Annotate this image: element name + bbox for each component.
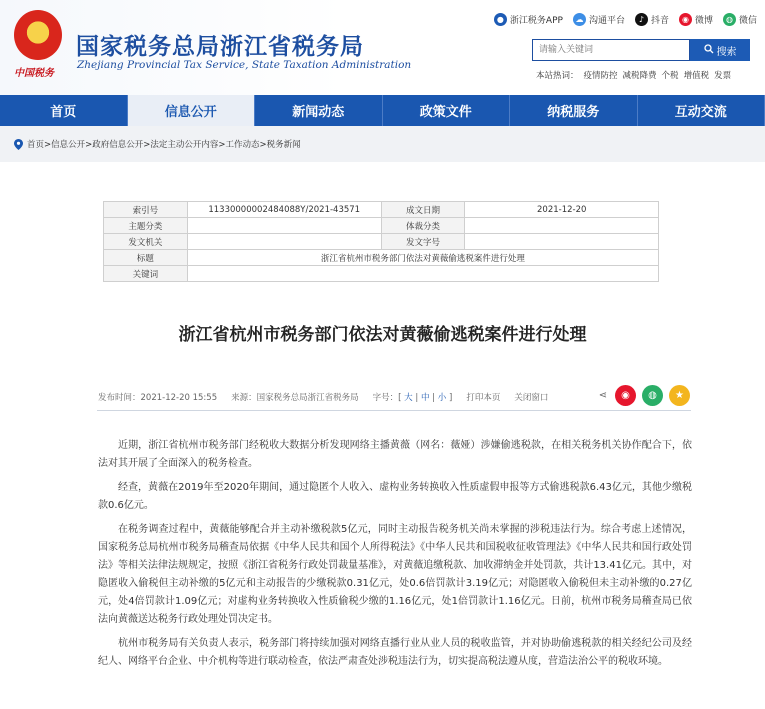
article-meta	[98, 383, 690, 411]
social-link-platform[interactable]	[573, 13, 625, 26]
font-size-small-link[interactable]: 小	[437, 393, 447, 403]
breadcrumb[interactable]: 首页>信息公开>政府信息公开>法定主动公开内容>工作动态>税务新闻	[27, 140, 301, 150]
hot-word-link[interactable]: 疫情防控	[583, 71, 618, 81]
share-icon: ⋖	[598, 390, 607, 401]
info-value	[187, 234, 381, 250]
info-value	[465, 234, 659, 250]
article-title: 浙江省杭州市税务部门依法对黄薇偷逃税案件进行处理	[178, 325, 587, 345]
close-window-link[interactable]: 关闭窗口	[514, 393, 549, 403]
meta-divider	[97, 410, 691, 411]
search-button-label: 搜索	[716, 46, 737, 58]
social-label: 微信	[738, 16, 757, 26]
info-value	[187, 266, 658, 282]
breadcrumb-bar	[0, 126, 765, 162]
hot-word-link[interactable]: 发票	[714, 71, 732, 81]
nav-item-tax-service[interactable]: 纳税服务	[510, 95, 638, 126]
main-nav	[0, 95, 765, 126]
search-input[interactable]	[532, 39, 690, 61]
info-value: 浙江省杭州市税务部门依法对黄薇偷逃税案件进行处理	[187, 250, 658, 266]
site-title[interactable]: 国家税务总局浙江省税务局	[76, 34, 364, 60]
article-paragraph: 杭州市税务局有关负责人表示，税务部门将持续加强对网络直播行业从业人员的税收监管，并对协助偷逃税款的相关经纪公司及经纪人、网络平台企业、中介机构等进行联动检查，依法严肃查处涉税违法行为，切实提高税法遵从度，营造法治公平的税收环境。	[98, 638, 692, 667]
wechat-share-icon[interactable]: ◍	[642, 385, 663, 406]
article-paragraph: 经查，黄薇在2019年至2020年期间，通过隐匿个人收入、虚构业务转换收入性质虚假申报等方式偷逃税款6.43亿元，其他少缴税款0.6亿元。	[98, 482, 692, 511]
nav-item-home[interactable]: 首页	[0, 95, 128, 126]
hot-word-link[interactable]: 个税	[661, 71, 679, 81]
article-paragraph: 近期，浙江省杭州市税务部门经税收大数据分析发现网络主播黄薇（网名：薇娅）涉嫌偷逃税款，在相关税务机关协作配合下，依法对其开展了全面深入的税务检查。	[98, 440, 692, 469]
social-label: 微博	[694, 16, 713, 26]
article-paragraph: 在税务调查过程中，黄薇能够配合并主动补缴税款5亿元，同时主动报告税务机关尚未掌握的涉税违法行为。综合考虑上述情况，国家税务总局杭州市税务局稽查局依据《中华人民共和国个人所得税法》《中华人民共和国税收征收管理法》《中华人民共和国行政处罚法》等相关法律法规规定，按照《浙江省税务行政处罚裁量基准》，对黄薇追缴税款、加收滞纳金并处罚款，共计13.41亿元。其中，对隐匿收入偷税但主动补缴的5亿元和主动报告的少缴税款0.31亿元，处0.6倍罚款计3.19亿元；对隐匿收入偷税但未主动补缴的0.27亿元，处4倍罚款计1.09亿元；对虚构业务转换收入性质偷税少缴的1.16亿元，处1倍罚款计1.16亿元。日前，杭州市税务局稽查局已依法向黄薇送达税务行政处理处罚决定书。	[98, 524, 692, 625]
nav-item-policy[interactable]: 政策文件	[383, 95, 511, 126]
info-label: 成文日期	[381, 202, 465, 218]
hot-words	[536, 69, 736, 81]
info-label: 发文机关	[104, 234, 188, 250]
app-icon: ●	[494, 13, 507, 26]
info-label: 体裁分类	[381, 218, 465, 234]
cloud-icon: ☁	[573, 13, 586, 26]
social-link-weibo[interactable]	[679, 13, 713, 26]
hot-word-link[interactable]: 增值税	[683, 71, 710, 81]
site-subtitle: Zhejiang Provincial Tax Service, State Taxation Administration	[77, 59, 412, 71]
tax-emblem-logo[interactable]	[14, 10, 62, 60]
publish-time: 发布时间：2021-12-20 15:55	[98, 393, 218, 403]
wechat-icon: ◍	[723, 13, 736, 26]
info-label: 索引号	[104, 202, 188, 218]
social-links	[494, 13, 757, 26]
hot-words-label: 本站热词：	[536, 71, 579, 81]
info-label: 关键词	[104, 266, 188, 282]
weibo-icon: ◉	[679, 13, 692, 26]
social-label: 浙江税务APP	[509, 16, 563, 26]
info-label: 发文字号	[381, 234, 465, 250]
social-link-douyin[interactable]	[635, 13, 669, 26]
info-value	[465, 218, 659, 234]
article-body	[98, 437, 692, 677]
location-pin-icon	[14, 139, 23, 150]
info-table	[103, 201, 659, 282]
search-bar	[532, 39, 750, 61]
site-header	[0, 0, 765, 95]
hot-word-link[interactable]: 减税降费	[622, 71, 657, 81]
article-source: 来源：国家税务总局浙江省税务局	[231, 393, 359, 403]
info-value: 2021-12-20	[465, 202, 659, 218]
print-link[interactable]: 打印本页	[466, 393, 501, 403]
info-value: 11330000002484088Y/2021-43571	[187, 202, 381, 218]
info-value	[187, 218, 381, 234]
font-size-large-link[interactable]: 大	[404, 393, 413, 403]
font-size-control: 字号：[ 大 | 中 | 小 ]	[372, 393, 453, 403]
nav-item-interaction[interactable]: 互动交流	[638, 95, 765, 126]
douyin-icon: ♪	[635, 13, 648, 26]
share-buttons	[599, 385, 690, 406]
search-button[interactable]	[690, 39, 750, 61]
info-label: 标题	[104, 250, 188, 266]
social-link-wechat[interactable]	[723, 13, 757, 26]
social-label: 抖音	[650, 16, 669, 26]
nav-item-news[interactable]: 新闻动态	[255, 95, 383, 126]
weibo-share-icon[interactable]: ◉	[615, 385, 636, 406]
nav-item-info-disclosure[interactable]: 信息公开	[128, 95, 256, 126]
info-label: 主题分类	[104, 218, 188, 234]
social-label: 沟通平台	[588, 16, 625, 26]
qzone-share-icon[interactable]: ★	[669, 385, 690, 406]
font-size-label: 字号：	[372, 393, 399, 403]
search-icon	[704, 44, 714, 57]
social-link-app[interactable]	[494, 13, 563, 26]
font-size-medium-link[interactable]: 中	[420, 393, 430, 403]
china-tax-logo-text: 中国税务	[14, 68, 54, 79]
